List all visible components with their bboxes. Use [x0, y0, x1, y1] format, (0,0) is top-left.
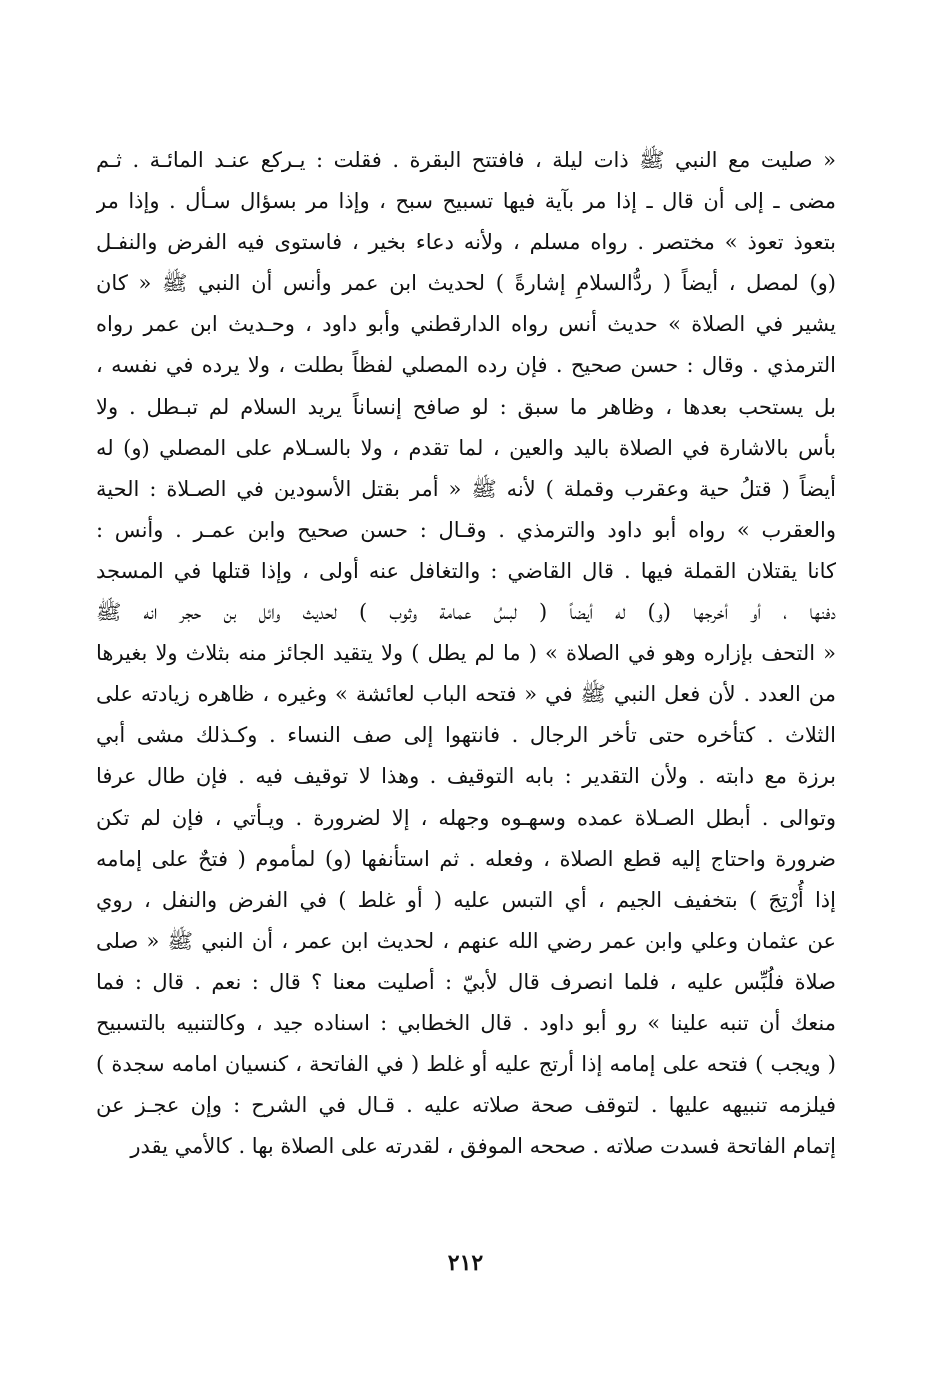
text-line: ( ويجب ) فتحه على إمامه إذا أرتج عليه أو غلط ( في الفاتحة ، كنسيان امامه سجدة ) [96, 1052, 836, 1077]
text-line: منعك أن تنبه علينا » رو أبو داود . قال الخطابي : اسناده جيد ، وكالتنبيه بالتسبيح [96, 1010, 836, 1035]
text-line: عن عثمان وعلي وابن عمر رضي الله عنهم ، لحديث ابن عمر ، أن النبي ﷺ « صلى [96, 928, 836, 953]
text-line: بل يستحب بعدها ، وظاهر ما سبق : لو صافح إنساناً يريد السلام لم تبـطل . ولا [96, 394, 836, 419]
text-line: « صليت مع النبي ﷺ ذات ليلة ، فافتتح البقرة . فقلت : يـركع عنـد المائـة . ثـم [96, 148, 836, 172]
text-line: (و) لمصل ، أيضاً ( ردُّالسلامِ إشارةً ) لحديث ابن عمر وأنس أن النبي ﷺ « كان [96, 271, 836, 296]
text-line: وتوالى . أبطل الصـلاة عمده وسهـوه وجهله ، إلا لضرورة . ويـأتي ، فإن لم تكن [96, 805, 836, 830]
text-line: كانا يقتلان القملة فيها . قال القاضي : والتغافل عنه أولى ، وإذا قتلها في المسجد [96, 558, 836, 583]
body-text [96, 140, 836, 1167]
text-line: دفنها ، أو أخرجها (و) له أيضاً ( لبسُ عمامة وثوب ) لحديث وائل بن حجر انه ﷺ [96, 600, 836, 625]
text-line: الترمذي . وقال : حسن صحيح . فإن رده المصلي لفظاً بطلت ، ولا يرده في نفسه ، [96, 353, 836, 378]
text-line: إتمام الفاتحة فسدت صلاته . صححه الموفق ، لقدرته على الصلاة بها . كالأمي يقدر [130, 1134, 836, 1159]
text-line: إذا أُرْتِجَ ) بتخفيف الجيم ، أي التبس عليه ( أو غلط ) في الفرض والنفل ، روي [96, 887, 836, 912]
text-line: من العدد . لأن فعل النبي ﷺ في « فتحه الباب لعائشة » وغيره ، ظاهره زيادته على [96, 682, 836, 707]
text-line: أيضاً ( قتلُ حية وعقرب وقملة ) لأنه ﷺ « أمر بقتل الأسودين في الصـلاة : الحية [96, 476, 836, 501]
text-line: بتعوذ تعوذ » مختصر . رواه مسلم ، ولأنه دعاء بخير ، فاستوى فيه الفرض والنفـل [96, 230, 836, 255]
text-line: فيلزمه تنبيهه عليها . لتوقف صحة صلاته عليه . قـال في الشرح : وإن عجـز عن [96, 1093, 836, 1118]
text-line: الثلاث . كتأخره حتى تأخر الرجال . فانتهوا إلى صف النساء . وكـذلك مشى أبي [96, 723, 836, 748]
text-line: يشير في الصلاة » حديث أنس رواه الدارقطني وأبو داود ، وحـديث ابن عمر رواه [96, 312, 836, 337]
text-line: والعقرب » رواه أبو داود والترمذي . وقـال : حسن صحيح وابن عمـر . وأنس : [96, 517, 836, 542]
page-number: ٢١٢ [447, 1250, 484, 1276]
text-line: « التحف بإزاره وهو في الصلاة » ( ما لم يطل ) ولا يتقيد الجائز منه بثلاث ولا بغيرها [96, 641, 836, 666]
text-line: مضى ـ إلى أن قال ـ إذا مر بآية فيها تسبيح سبح ، وإذا مر بسؤال سـأل . وإذا مر [96, 189, 836, 214]
text-line: ضرورة واحتاج إليه قطع الصلاة ، وفعله . ثم استأنفها (و) لمأموم ( فتحٌ على إمامه [96, 846, 836, 871]
text-line: برزة مع دابته . ولأن التقدير : بابه التوقيف . وهذا لا توقيف فيه . فإن طال عرفا [96, 764, 836, 789]
text-line: صلاة فلُبِّس عليه ، فلما انصرف قال لأبيّ : أصليت معنا ؟ قال : نعم . قال : فما [96, 969, 836, 994]
text-line: بأس بالاشارة في الصلاة باليد والعين ، لما تقدم ، ولا بالسـلام على المصلي (و) له [96, 435, 836, 460]
